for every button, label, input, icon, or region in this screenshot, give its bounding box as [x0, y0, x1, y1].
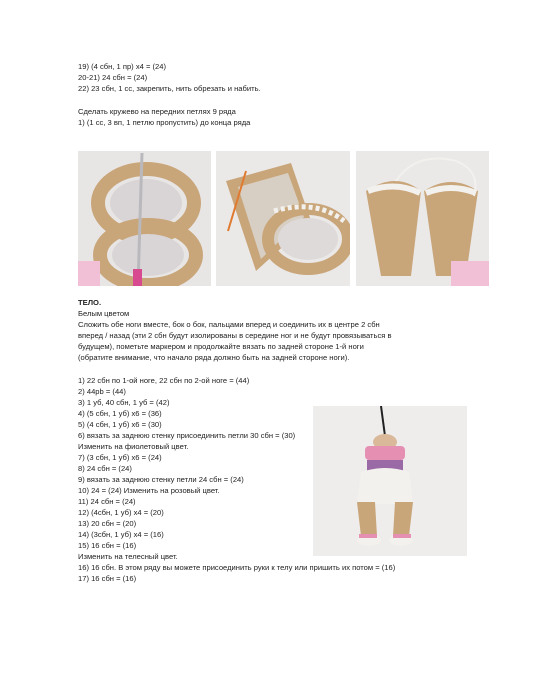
body-row: 12) (4сбн, 1 уб) х4 = (20) — [78, 508, 164, 517]
body-instruction-line-3: будущем), пометьте маркером и продолжайте вязать по задней стороне 1-й ноги — [78, 342, 364, 351]
body-row: 3) 1 уб, 40 сбн, 1 уб = (42) — [78, 398, 170, 407]
body-instruction-line-2: вперед / назад (эти 2 сбн будут изолированы в середине ног и не будут провязываться в — [78, 331, 392, 340]
lace-heading: Сделать кружево на передних петлях 9 ряда — [78, 107, 236, 116]
photo-lace-edge — [216, 151, 350, 286]
body-row: 7) (3 сбн, 1 уб) х6 = (24) — [78, 453, 162, 462]
body-row: 10) 24 = (24) Изменить на розовый цвет. — [78, 486, 220, 495]
photo-legs-finished — [356, 151, 489, 286]
photo-doll-body — [313, 406, 467, 556]
section-title-body: ТЕЛО. — [78, 298, 102, 307]
body-row: Изменить на фиолетовый цвет. — [78, 442, 189, 451]
body-row: 16) 16 сбн. В этом ряду вы можете присоединить руки к телу или пришить их потом = (16) — [78, 563, 396, 572]
body-color-note: Белым цветом — [78, 309, 130, 318]
body-row: 14) (3сбн, 1 уб) х4 = (16) — [78, 530, 164, 539]
body-row: 6) вязать за заднюю стенку присоединить петли 30 сбн = (30) — [78, 431, 296, 440]
body-row: 11) 24 сбн = (24) — [78, 497, 136, 506]
lace-row-1: 1) (1 сс, 3 вп, 1 петлю пропустить) до конца ряда — [78, 118, 251, 127]
body-instruction-line-4: (обратите внимание, что начало ряда должно быть на задней стороне ноги). — [78, 353, 350, 362]
body-row: 9) вязать за заднюю стенку петли 24 сбн = (24) — [78, 475, 244, 484]
body-row: 15) 16 сбн = (16) — [78, 541, 137, 550]
body-row: 1) 22 сбн по 1-ой ноге, 22 сбн по 2-ой ноге = (44) — [78, 376, 250, 385]
pattern-row-20-21: 20-21) 24 сбн = (24) — [78, 73, 148, 82]
body-instruction-line-1: Сложить обе ноги вместе, бок о бок, пальцами вперед и соединить их в центре 2 сбн — [78, 320, 380, 329]
body-row: 4) (5 сбн, 1 уб) х6 = (36) — [78, 409, 162, 418]
body-row: 5) (4 сбн, 1 уб) х6 = (30) — [78, 420, 162, 429]
pattern-row-19: 19) (4 сбн, 1 пр) х4 = (24) — [78, 62, 166, 71]
photo-leg-opening — [78, 151, 211, 286]
body-row: 17) 16 сбн = (16) — [78, 574, 137, 583]
body-row: 13) 20 сбн = (20) — [78, 519, 137, 528]
body-row: 2) 44pb = (44) — [78, 387, 126, 396]
body-row: 8) 24 сбн = (24) — [78, 464, 132, 473]
pattern-row-22: 22) 23 сбн, 1 сс, закрепить, нить обрезать и набить. — [78, 84, 261, 93]
body-row: Изменить на телесный цвет. — [78, 552, 178, 561]
